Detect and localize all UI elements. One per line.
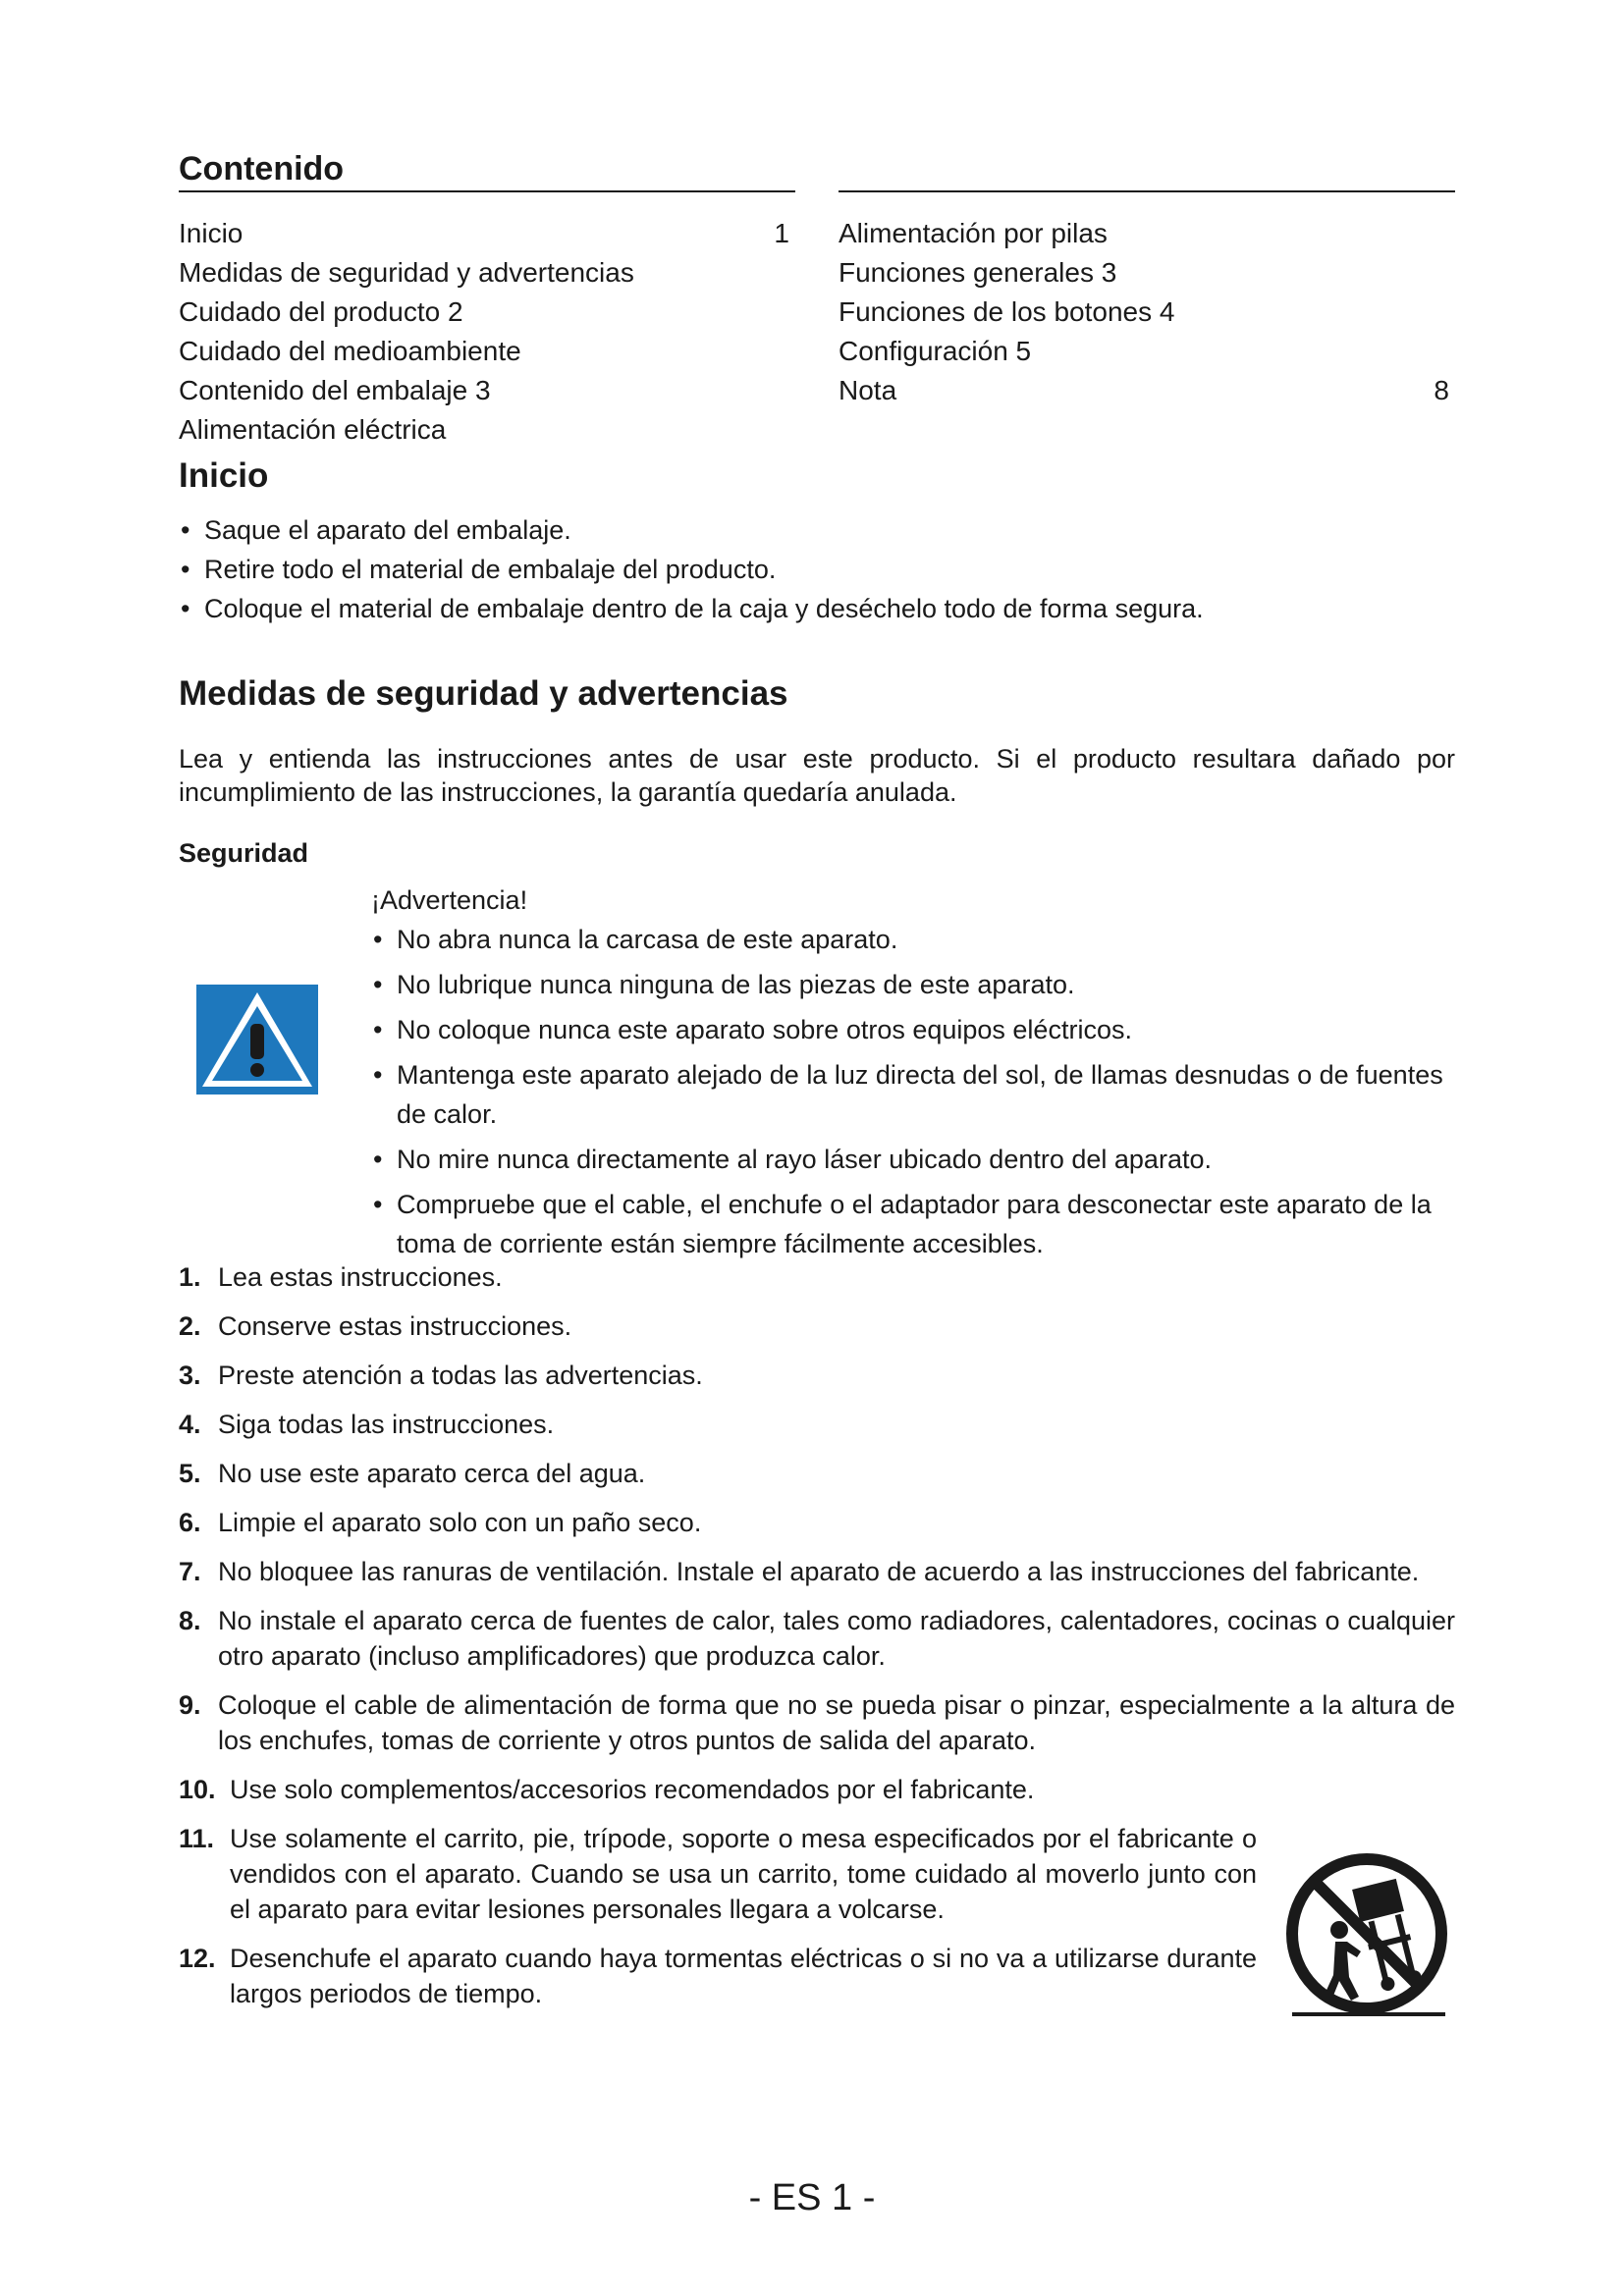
toc-item[interactable]: Funciones generales 3: [839, 257, 1117, 288]
toc-item[interactable]: Inicio 1: [179, 214, 795, 253]
numbered-item: 5. No use este aparato cerca del agua.: [179, 1459, 646, 1488]
numbered-item: 9. Coloque el cable de alimentación de forma que no se pueda pisar o pinzar, especialmente a la altura de los enchufes, tomas de corriente y otros puntos de salida del aparato.: [179, 1690, 1455, 1755]
toc-item[interactable]: Alimentación por pilas: [839, 218, 1108, 248]
toc-page-number: 1: [774, 218, 789, 248]
safety-numbered-list: [179, 1259, 1455, 2011]
page-number-footer: - ES 1 -: [748, 2177, 876, 2218]
warning-item: • No lubrique nunca ninguna de las piezas de este aparato.: [371, 965, 1455, 1004]
numbered-item: 1. Lea estas instrucciones.: [179, 1262, 503, 1292]
numbered-item: 2. Conserve estas instrucciones.: [179, 1311, 572, 1341]
safety-heading: Medidas de seguridad y advertencias: [179, 674, 788, 713]
seguridad-subheading: Seguridad: [179, 838, 309, 868]
manual-page: [179, 147, 1455, 2025]
warning-item: • Mantenga este aparato alejado de la luz directa del sol, de llamas desnudas o de fuentes de calor.: [371, 1055, 1455, 1134]
warning-triangle-icon: [196, 985, 318, 1095]
cart-tip-over-warning-icon: [1278, 1849, 1455, 2026]
toc-item[interactable]: Nota 8: [839, 371, 1455, 410]
toc-title-rule: [839, 147, 1455, 192]
warning-item: • No abra nunca la carcasa de este aparato.: [371, 920, 1455, 959]
toc-page-number: 8: [1434, 375, 1449, 405]
toc-title-rule: [179, 147, 795, 192]
numbered-item: 12. Desenchufe el aparato cuando haya tormentas eléctricas o si no va a utilizarse durante largos periodos de tiempo.: [179, 1944, 1257, 2008]
list-item: • Coloque el material de embalaje dentro de la caja y deséchelo todo de forma segura.: [179, 589, 1455, 628]
numbered-item: 10. Use solo complementos/accesorios recomendados por el fabricante.: [179, 1775, 1035, 1804]
toc-item[interactable]: Funciones de los botones 4: [839, 296, 1175, 327]
table-of-contents: [179, 147, 1455, 452]
numbered-item: 8. No instale el aparato cerca de fuentes de calor, tales como radiadores, calentadores, cocinas o cualquier otro aparato (incluso amplificadores) que produzca calor.: [179, 1606, 1455, 1671]
warning-list: [371, 881, 1455, 1269]
toc-item[interactable]: Cuidado del medioambiente: [179, 336, 521, 366]
numbered-item: 7. No bloquee las ranuras de ventilación. Instale el aparato de acuerdo a las instrucciones del fabricante.: [179, 1557, 1420, 1586]
toc-item[interactable]: Medidas de seguridad y advertencias: [179, 257, 634, 288]
warning-block: [179, 881, 1455, 1258]
numbered-item: 4. Siga todas las instrucciones.: [179, 1410, 555, 1439]
toc-item[interactable]: Alimentación eléctrica: [179, 414, 447, 445]
toc-item[interactable]: Contenido del embalaje 3: [179, 375, 491, 405]
inicio-heading: Inicio: [179, 456, 269, 495]
toc-left-column: [179, 147, 795, 450]
toc-title: Contenido: [179, 150, 345, 187]
toc-item[interactable]: Cuidado del producto 2: [179, 296, 463, 327]
safety-intro: Lea y entienda las instrucciones antes de usar este producto. Si el producto resultara dañado por incumplimiento de las instrucciones, la garantía quedaría anulada.: [179, 744, 1455, 807]
warning-item: • Compruebe que el cable, el enchufe o el adaptador para desconectar este aparato de la toma de corriente están siempre fácilmente accesibles.: [371, 1185, 1455, 1263]
toc-right-column: [839, 147, 1455, 410]
list-item: • Retire todo el material de embalaje del producto.: [179, 550, 1455, 589]
inicio-list: [179, 510, 1455, 628]
numbered-item: 6. Limpie el aparato solo con un paño seco.: [179, 1508, 702, 1537]
numbered-item: 3. Preste atención a todas las advertencias.: [179, 1361, 703, 1390]
warning-item: • No mire nunca directamente al rayo láser ubicado dentro del aparato.: [371, 1140, 1455, 1179]
list-item: • Saque el aparato del embalaje.: [179, 510, 1455, 550]
toc-item[interactable]: Configuración 5: [839, 336, 1032, 366]
warning-item: • No coloque nunca este aparato sobre otros equipos eléctricos.: [371, 1010, 1455, 1049]
warning-heading: ¡Advertencia!: [371, 885, 528, 915]
numbered-item: 11. Use solamente el carrito, pie, trípode, soporte o mesa especificados por el fabricante o vendidos con el aparato. Cuando se usa un carrito, tome cuidado al moverlo junto con el aparato para evitar lesiones personales llegara a volcarse.: [179, 1824, 1257, 1924]
